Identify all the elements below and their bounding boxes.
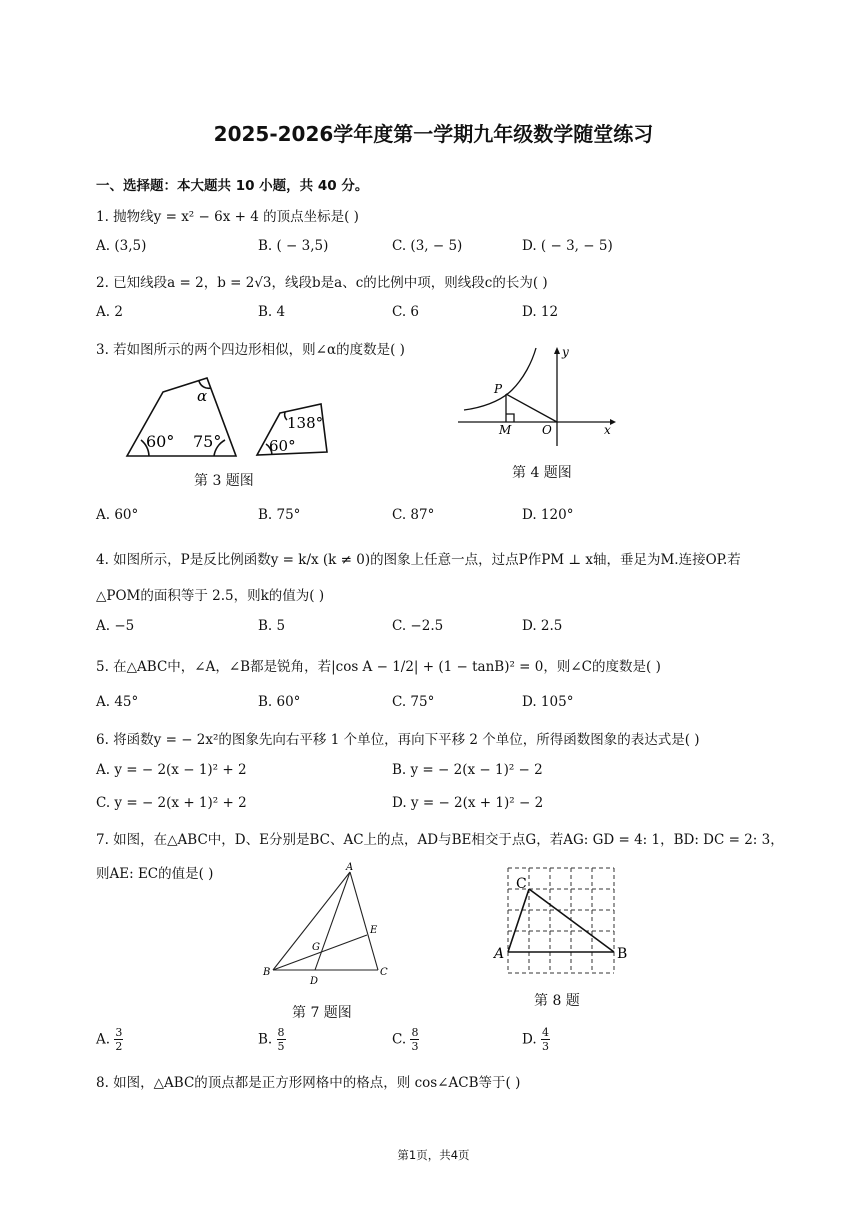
q5-option-d: D. 105° xyxy=(522,694,574,710)
q3-stem: 3. 若如图所示的两个四边形相似，则∠α的度数是( ) xyxy=(96,342,405,358)
q2-option-c: C. 6 xyxy=(392,304,420,320)
q6-option-c: C. y = − 2(x + 1)² + 2 xyxy=(96,795,247,811)
q5-option-b: B. 60° xyxy=(258,694,301,710)
page-title: 2025-2026学年度第一学期九年级数学随堂练习 xyxy=(213,122,654,146)
q8-label-a: A xyxy=(494,946,505,962)
q1-option-b: B. ( − 3,5) xyxy=(258,238,329,254)
q3-option-a: A. 60° xyxy=(96,507,139,523)
q7-label-g: G xyxy=(312,942,320,953)
q7-option-a-numerator: 3 xyxy=(115,1026,123,1039)
q5-option-c: C. 75° xyxy=(392,694,435,710)
q4-option-b: B. 5 xyxy=(258,618,286,634)
q6-option-b: B. y = − 2(x − 1)² − 2 xyxy=(392,762,543,778)
q7-option-d-letter: D. xyxy=(522,1031,537,1048)
q7-option-d-numerator: 4 xyxy=(541,1026,549,1039)
q2-option-b: B. 4 xyxy=(258,304,286,320)
q7-label-d: D xyxy=(310,976,319,987)
q7-label-c: C xyxy=(380,967,388,978)
section-heading: 一、选择题：本大题共 10 小题，共 40 分。 xyxy=(96,178,369,194)
q5-option-a: A. 45° xyxy=(96,694,139,710)
q7-option-d-denominator: 3 xyxy=(541,1040,549,1053)
q3-figure-caption: 第 3 题图 xyxy=(194,473,254,489)
q3-label-small-60: 60° xyxy=(269,437,296,455)
q4-label-x: x xyxy=(604,423,611,437)
q8-stem: 8. 如图，△ABC的顶点都是正方形网格中的格点，则 cos∠ACB等于( ) xyxy=(96,1075,521,1091)
q3-label-alpha: α xyxy=(197,387,208,405)
q3-option-c: C. 87° xyxy=(392,507,435,523)
q7-option-b-denominator: 5 xyxy=(277,1040,285,1053)
q7-stem-line2: 则AE: EC的值是( ) xyxy=(96,866,214,882)
q3-label-138: 138° xyxy=(287,414,324,432)
q6-option-d: D. y = − 2(x + 1)² − 2 xyxy=(392,795,544,811)
q2-stem: 2. 已知线段a = 2，b = 2√3，线段b是a、c的比例中项，则线段c的长为( ) xyxy=(96,275,548,291)
q3-label-75: 75° xyxy=(193,432,222,451)
q7-option-c-numerator: 8 xyxy=(411,1026,419,1039)
q7-option-a xyxy=(96,1026,123,1053)
q7-option-b-numerator: 8 xyxy=(277,1026,285,1039)
q1-option-c: C. (3, − 5) xyxy=(392,238,463,254)
q4-stem-line2: △POM的面积等于 2.5，则k的值为( ) xyxy=(96,588,325,604)
q3-option-b: B. 75° xyxy=(258,507,301,523)
q8-label-b: B xyxy=(617,946,628,962)
q7-option-a-letter: A. xyxy=(96,1031,111,1048)
q7-label-a: A xyxy=(346,862,354,873)
q4-option-d: D. 2.5 xyxy=(522,618,563,634)
q4-option-a: A. −5 xyxy=(96,618,135,634)
q1-option-d: D. ( − 3, − 5) xyxy=(522,238,613,254)
q7-option-c-denominator: 3 xyxy=(411,1040,419,1053)
q4-label-m: M xyxy=(499,423,512,437)
q7-option-b-letter: B. xyxy=(258,1031,273,1048)
q8-label-c: C xyxy=(516,876,527,892)
q5-stem: 5. 在△ABC中，∠A，∠B都是锐角，若|cos A − 1/2| + (1 − tanB)² = 0，则∠C的度数是( ) xyxy=(96,659,661,675)
q8-triangle xyxy=(508,889,614,952)
page-footer: 第1页，共4页 xyxy=(397,1148,470,1162)
q2-option-a: A. 2 xyxy=(96,304,123,320)
q7-stem-line1: 7. 如图，在△ABC中，D、E分别是BC、AC上的点，AD与BE相交于点G，若AG: GD = 4: 1，BD: DC = 2: 3， xyxy=(96,832,784,848)
q1-option-a: A. (3,5) xyxy=(96,238,147,254)
q4-option-c: C. −2.5 xyxy=(392,618,444,634)
q7-option-b xyxy=(258,1026,286,1053)
q3-option-d: D. 120° xyxy=(522,507,574,523)
q7-label-b: B xyxy=(263,967,271,978)
q4-stem-line1: 4. 如图所示，P是反比例函数y = k/x (k ≠ 0)的图象上任意一点，过点P作PM ⊥ x轴，垂足为M.连接OP.若 xyxy=(96,552,741,568)
q2-option-d: D. 12 xyxy=(522,304,559,320)
q7-option-d xyxy=(522,1026,550,1053)
q4-label-p: P xyxy=(494,382,503,396)
q4-label-o: O xyxy=(542,423,552,437)
q8-figure-caption: 第 8 题 xyxy=(534,993,580,1009)
q6-option-a: A. y = − 2(x − 1)² + 2 xyxy=(96,762,247,778)
q3-label-60: 60° xyxy=(146,432,175,451)
q7-label-e: E xyxy=(370,925,378,936)
q7-option-a-denominator: 2 xyxy=(115,1040,123,1053)
q7-figure-caption: 第 7 题图 xyxy=(292,1005,352,1021)
q1-stem: 1. 抛物线y = x² − 6x + 4 的顶点坐标是( ) xyxy=(96,209,359,225)
q7-option-c-letter: C. xyxy=(392,1031,407,1048)
q4-figure-caption: 第 4 题图 xyxy=(512,465,572,481)
q7-option-c xyxy=(392,1026,419,1053)
q6-stem: 6. 将函数y = − 2x²的图象先向右平移 1 个单位，再向下平移 2 个单位，所得函数图象的表达式是( ) xyxy=(96,732,700,748)
q4-label-y: y xyxy=(562,345,569,359)
